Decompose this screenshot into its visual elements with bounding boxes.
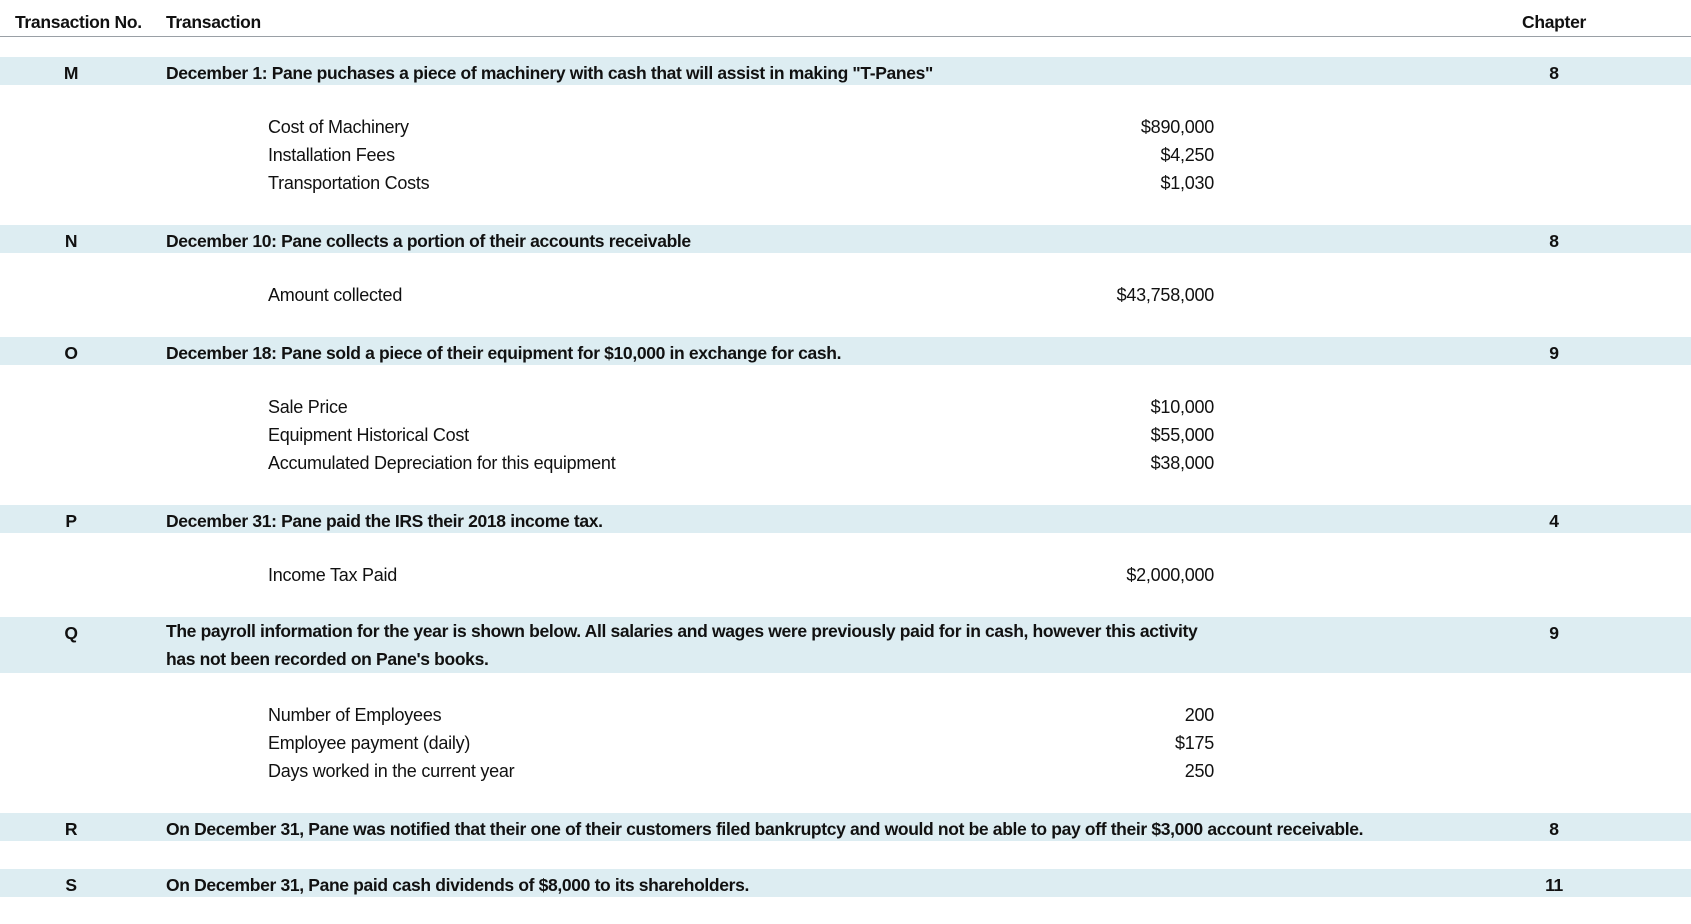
detail-label: Number of Employees (268, 705, 442, 725)
detail-value: $1,030 (1160, 173, 1214, 193)
header-transaction-no: Transaction No. (15, 12, 142, 32)
transaction-no: N (64, 231, 78, 251)
detail-label: Equipment Historical Cost (268, 425, 469, 445)
detail-value: $4,250 (1160, 145, 1214, 165)
detail-value: $890,000 (1140, 117, 1214, 137)
header-transaction: Transaction (166, 12, 261, 32)
transaction-chapter: 8 (1549, 63, 1559, 83)
transaction-chapter: 9 (1549, 343, 1559, 363)
transaction-chapter: 9 (1549, 623, 1559, 643)
detail-label: Days worked in the current year (268, 761, 515, 781)
column-header-row (0, 0, 1691, 37)
header-chapter: Chapter (1522, 12, 1587, 32)
detail-value: $43,758,000 (1116, 285, 1214, 305)
detail-label: Amount collected (268, 285, 403, 305)
transaction-description: The payroll information for the year is shown below. All salaries and wages were previously paid for in cash, however this activity has not been recorded on Pane's books. (166, 621, 1198, 669)
transaction-chapter: 8 (1549, 231, 1559, 251)
detail-label: Sale Price (268, 397, 348, 417)
detail-label: Transportation Costs (268, 173, 430, 193)
detail-label: Employee payment (daily) (268, 733, 471, 753)
transaction-description: December 1: Pane puchases a piece of machinery with cash that will assist in making "T-Panes" (166, 63, 933, 83)
detail-value: $10,000 (1150, 397, 1214, 417)
transaction-no: R (64, 819, 78, 839)
detail-value: $38,000 (1150, 453, 1214, 473)
transaction-no: P (65, 511, 77, 531)
detail-value: $2,000,000 (1126, 565, 1214, 585)
transaction-row (0, 225, 1691, 253)
detail-value: 250 (1184, 761, 1214, 781)
transaction-row (0, 617, 1691, 673)
transaction-description: December 18: Pane sold a piece of their equipment for $10,000 in exchange for cash. (166, 343, 842, 363)
transaction-chapter: 8 (1549, 819, 1559, 839)
transaction-no: M (63, 63, 79, 83)
detail-value: $55,000 (1150, 425, 1214, 445)
transaction-description: December 10: Pane collects a portion of their accounts receivable (166, 231, 691, 251)
transaction-no: O (64, 343, 78, 363)
transaction-row (0, 505, 1691, 533)
transaction-no: Q (64, 623, 78, 643)
transaction-row (0, 869, 1691, 897)
detail-value: 200 (1184, 705, 1214, 725)
transaction-row (0, 337, 1691, 365)
detail-label: Income Tax Paid (268, 565, 397, 585)
detail-label: Cost of Machinery (268, 117, 409, 137)
detail-value: $175 (1174, 733, 1214, 753)
transaction-chapter: 11 (1545, 875, 1563, 895)
detail-label: Accumulated Depreciation for this equipment (268, 453, 616, 473)
detail-label: Installation Fees (268, 145, 395, 165)
transaction-row (0, 57, 1691, 85)
transaction-chapter: 4 (1549, 511, 1559, 531)
transaction-row (0, 813, 1691, 841)
transaction-description: On December 31, Pane paid cash dividends of $8,000 to its shareholders. (166, 875, 750, 895)
transaction-no: S (65, 875, 77, 895)
transaction-description: December 31: Pane paid the IRS their 2018 income tax. (166, 511, 603, 531)
transaction-description: On December 31, Pane was notified that their one of their customers filed bankruptcy and would not be able to pay off their $3,000 account receivable. (166, 819, 1364, 839)
